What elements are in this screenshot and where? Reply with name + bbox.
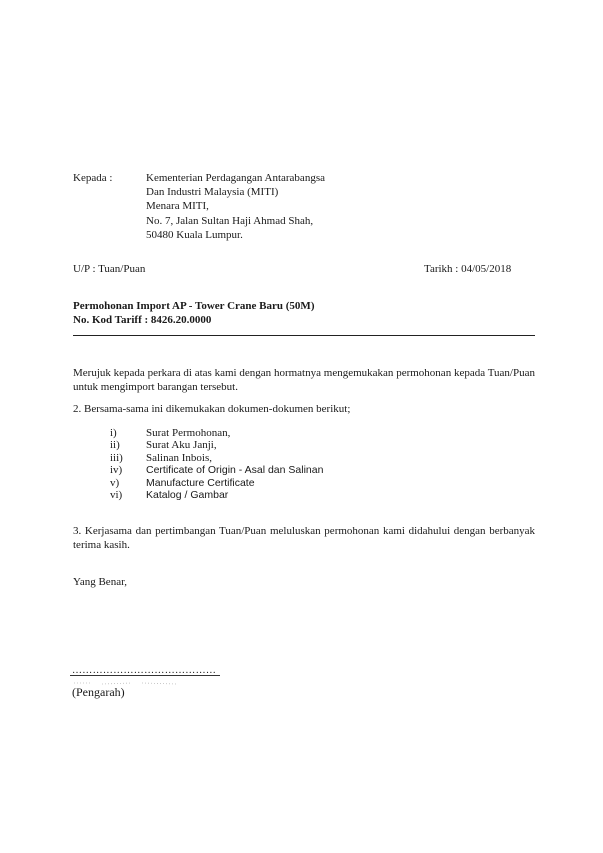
closing-salutation: Yang Benar, [73,576,128,588]
list-item-number: iv) [110,464,123,477]
letter-date: Tarikh : 04/05/2018 [424,263,512,275]
paragraph-1: Merujuk kepada perkara di atas kami dengan hormatnya mengemukakan permohonan kepada Tuan/Puan untuk mengimport barangan tersebut. [73,367,535,393]
list-item-text: Katalog / Gambar [146,488,229,501]
paragraph-3: 3. Kerjasama dan pertimbangan Tuan/Puan meluluskan permohonan kami didahului dengan berbanyak terima kasih. [73,525,535,551]
list-item-text: Manufacture Certificate [146,476,255,489]
list-item-text: Surat Aku Janji, [146,439,217,452]
signature-line [70,675,220,676]
list-item-number: vi) [110,488,123,501]
paragraph-2-intro: 2. Bersama-sama ini dikemukakan dokumen-dokumen berikut; [73,403,351,415]
attention-line: U/P : Tuan/Puan [73,263,146,275]
address-line: Menara MITI, [146,200,209,213]
list-item-text: Certificate of Origin - Asal dan Salinan [146,464,324,477]
tariff-code-line: No. Kod Tariff : 8426.20.0000 [73,313,212,326]
recipient-label: Kepada : [73,172,113,184]
address-line: Kementerian Perdagangan Antarabangsa [146,172,325,184]
list-item-text: Salinan Inbois, [146,451,212,464]
address-line: 50480 Kuala Lumpur. [146,228,243,241]
subject-line: Permohonan Import AP - Tower Crane Baru (50M) [73,300,315,312]
signer-title: (Pengarah) [72,685,125,699]
list-item-number: ii) [110,439,120,452]
address-line: Dan Industri Malaysia (MITI) [146,186,279,199]
list-item-number: iii) [110,451,123,464]
recipient-address [146,172,325,243]
address-line: No. 7, Jalan Sultan Haji Ahmad Shah, [146,214,314,227]
list-item-number: v) [110,476,120,489]
subject-heading [73,300,314,327]
subject-divider [73,335,535,336]
signature-dotted-line: …………………………………… [72,665,217,676]
list-item-text: Surat Permohonan, [146,427,231,439]
list-item-number: i) [110,427,117,439]
